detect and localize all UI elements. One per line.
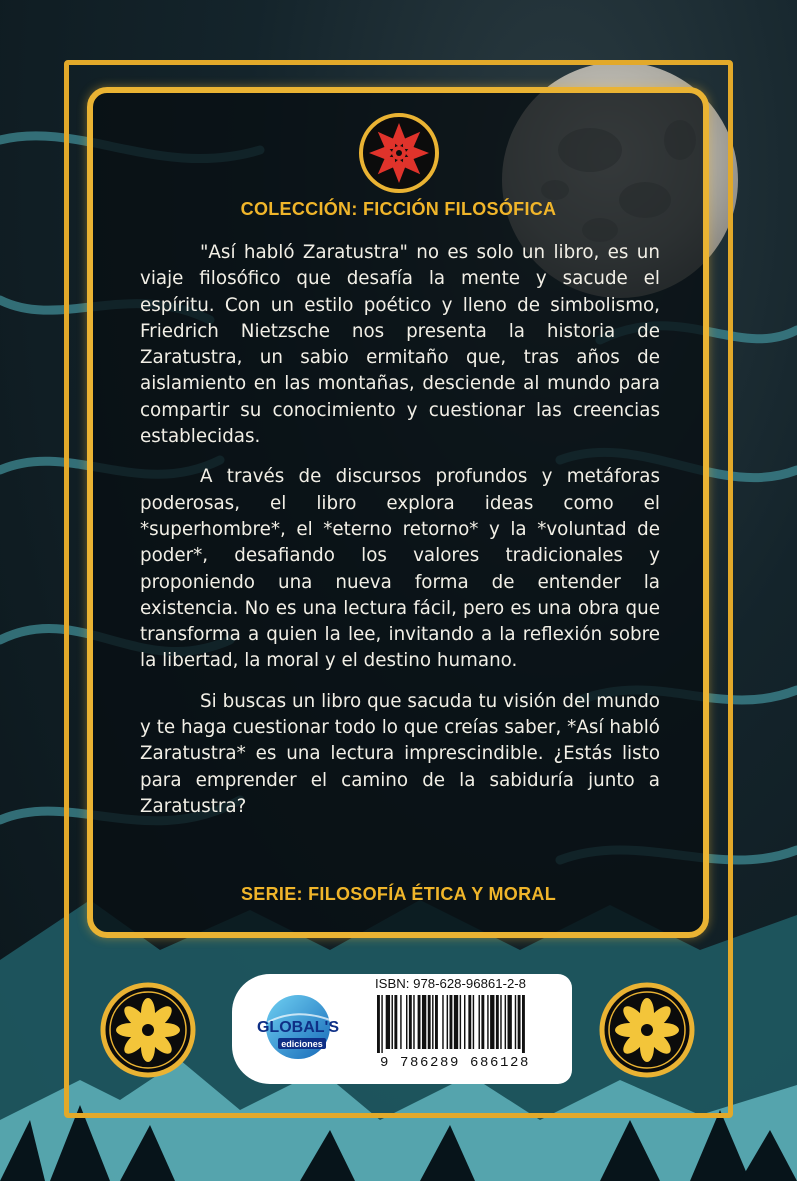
gold-flower-icon bbox=[100, 982, 196, 1078]
barcode-bar bbox=[406, 995, 407, 1049]
barcode-bar bbox=[500, 995, 501, 1049]
barcode-bar bbox=[447, 995, 448, 1049]
barcode-bar bbox=[394, 995, 397, 1049]
barcode-bar bbox=[490, 995, 494, 1049]
publisher-logo bbox=[238, 992, 358, 1062]
barcode bbox=[375, 995, 571, 1053]
barcode-bar bbox=[435, 995, 438, 1049]
barcode-bar bbox=[496, 995, 499, 1049]
publisher-name: GLOBAL'S bbox=[256, 1019, 340, 1036]
barcode-bar bbox=[413, 995, 414, 1049]
barcode-bar bbox=[508, 995, 512, 1049]
barcode-bar bbox=[450, 995, 453, 1049]
barcode-bar bbox=[468, 995, 471, 1049]
barcode-bar bbox=[381, 995, 382, 1053]
synopsis-paragraph: "Así habló Zaratustra" no es solo un libro, es un viaje filosófico que desafía la mente y sacude el espíritu. Con un estilo poético y lleno de simbolismo, Friedrich Nietzsche nos presenta la historia de Zaratustra, un sabio ermitaño que, tras años de aislamiento en las montañas, desciende al mundo para compartir su conocimiento y cuestionar las creencias establecidas. bbox=[140, 242, 660, 448]
barcode-bar bbox=[442, 995, 443, 1049]
barcode-bar bbox=[377, 995, 380, 1053]
barcode-bar bbox=[428, 995, 431, 1049]
barcode-bar bbox=[432, 995, 433, 1049]
barcode-bar bbox=[400, 995, 401, 1049]
barcode-bar bbox=[479, 995, 480, 1049]
barcode-bar bbox=[473, 995, 474, 1049]
barcode-bar bbox=[522, 995, 525, 1053]
barcode-bar bbox=[409, 995, 412, 1049]
synopsis-paragraph: Si buscas un libro que sacuda tu visión del mundo y te haga cuestionar todo lo que creías saber, *Así habló Zaratustra* es una lectura imprescindible. ¿Estás listo para emprender el camino de la sabiduría junto a Zaratustra? bbox=[140, 690, 660, 817]
barcode-bar bbox=[422, 995, 426, 1049]
gold-flower-icon bbox=[599, 982, 695, 1078]
series-label: SERIE: FILOSOFÍA ÉTICA Y MORAL bbox=[240, 884, 557, 904]
collection-label: COLECCIÓN: FICCIÓN FILOSÓFICA bbox=[240, 199, 557, 219]
barcode-bar bbox=[518, 995, 521, 1049]
red-flower-icon bbox=[358, 112, 440, 194]
barcode-bar bbox=[487, 995, 488, 1049]
barcode-digits: 9 786289 686128 bbox=[380, 1055, 531, 1071]
barcode-bar bbox=[505, 995, 506, 1049]
barcode-bar bbox=[392, 995, 393, 1049]
barcode-bar bbox=[515, 995, 516, 1049]
barcode-bar bbox=[464, 995, 465, 1049]
barcode-bar bbox=[454, 995, 458, 1049]
synopsis bbox=[140, 240, 660, 834]
barcode-bar bbox=[481, 995, 484, 1049]
publisher-sub: ediciones bbox=[281, 1039, 323, 1049]
barcode-bar bbox=[460, 995, 461, 1049]
barcode-bar bbox=[418, 995, 421, 1049]
barcode-bar bbox=[386, 995, 390, 1049]
isbn-label: ISBN: 978-628-96861-2-8 bbox=[375, 976, 527, 991]
synopsis-paragraph: A través de discursos profundos y metáforas poderosas, el libro explora ideas como el *superhombre*, el *eterno retorno* y la *voluntad de poder*, desafiando los valores tradicionales y proponiendo una nueva forma de entender la existencia. No es una lectura fácil, pero es una obra que transforma a quien la lee, invitando a la reflexión sobre la libertad, la moral y el destino humano. bbox=[140, 466, 660, 672]
